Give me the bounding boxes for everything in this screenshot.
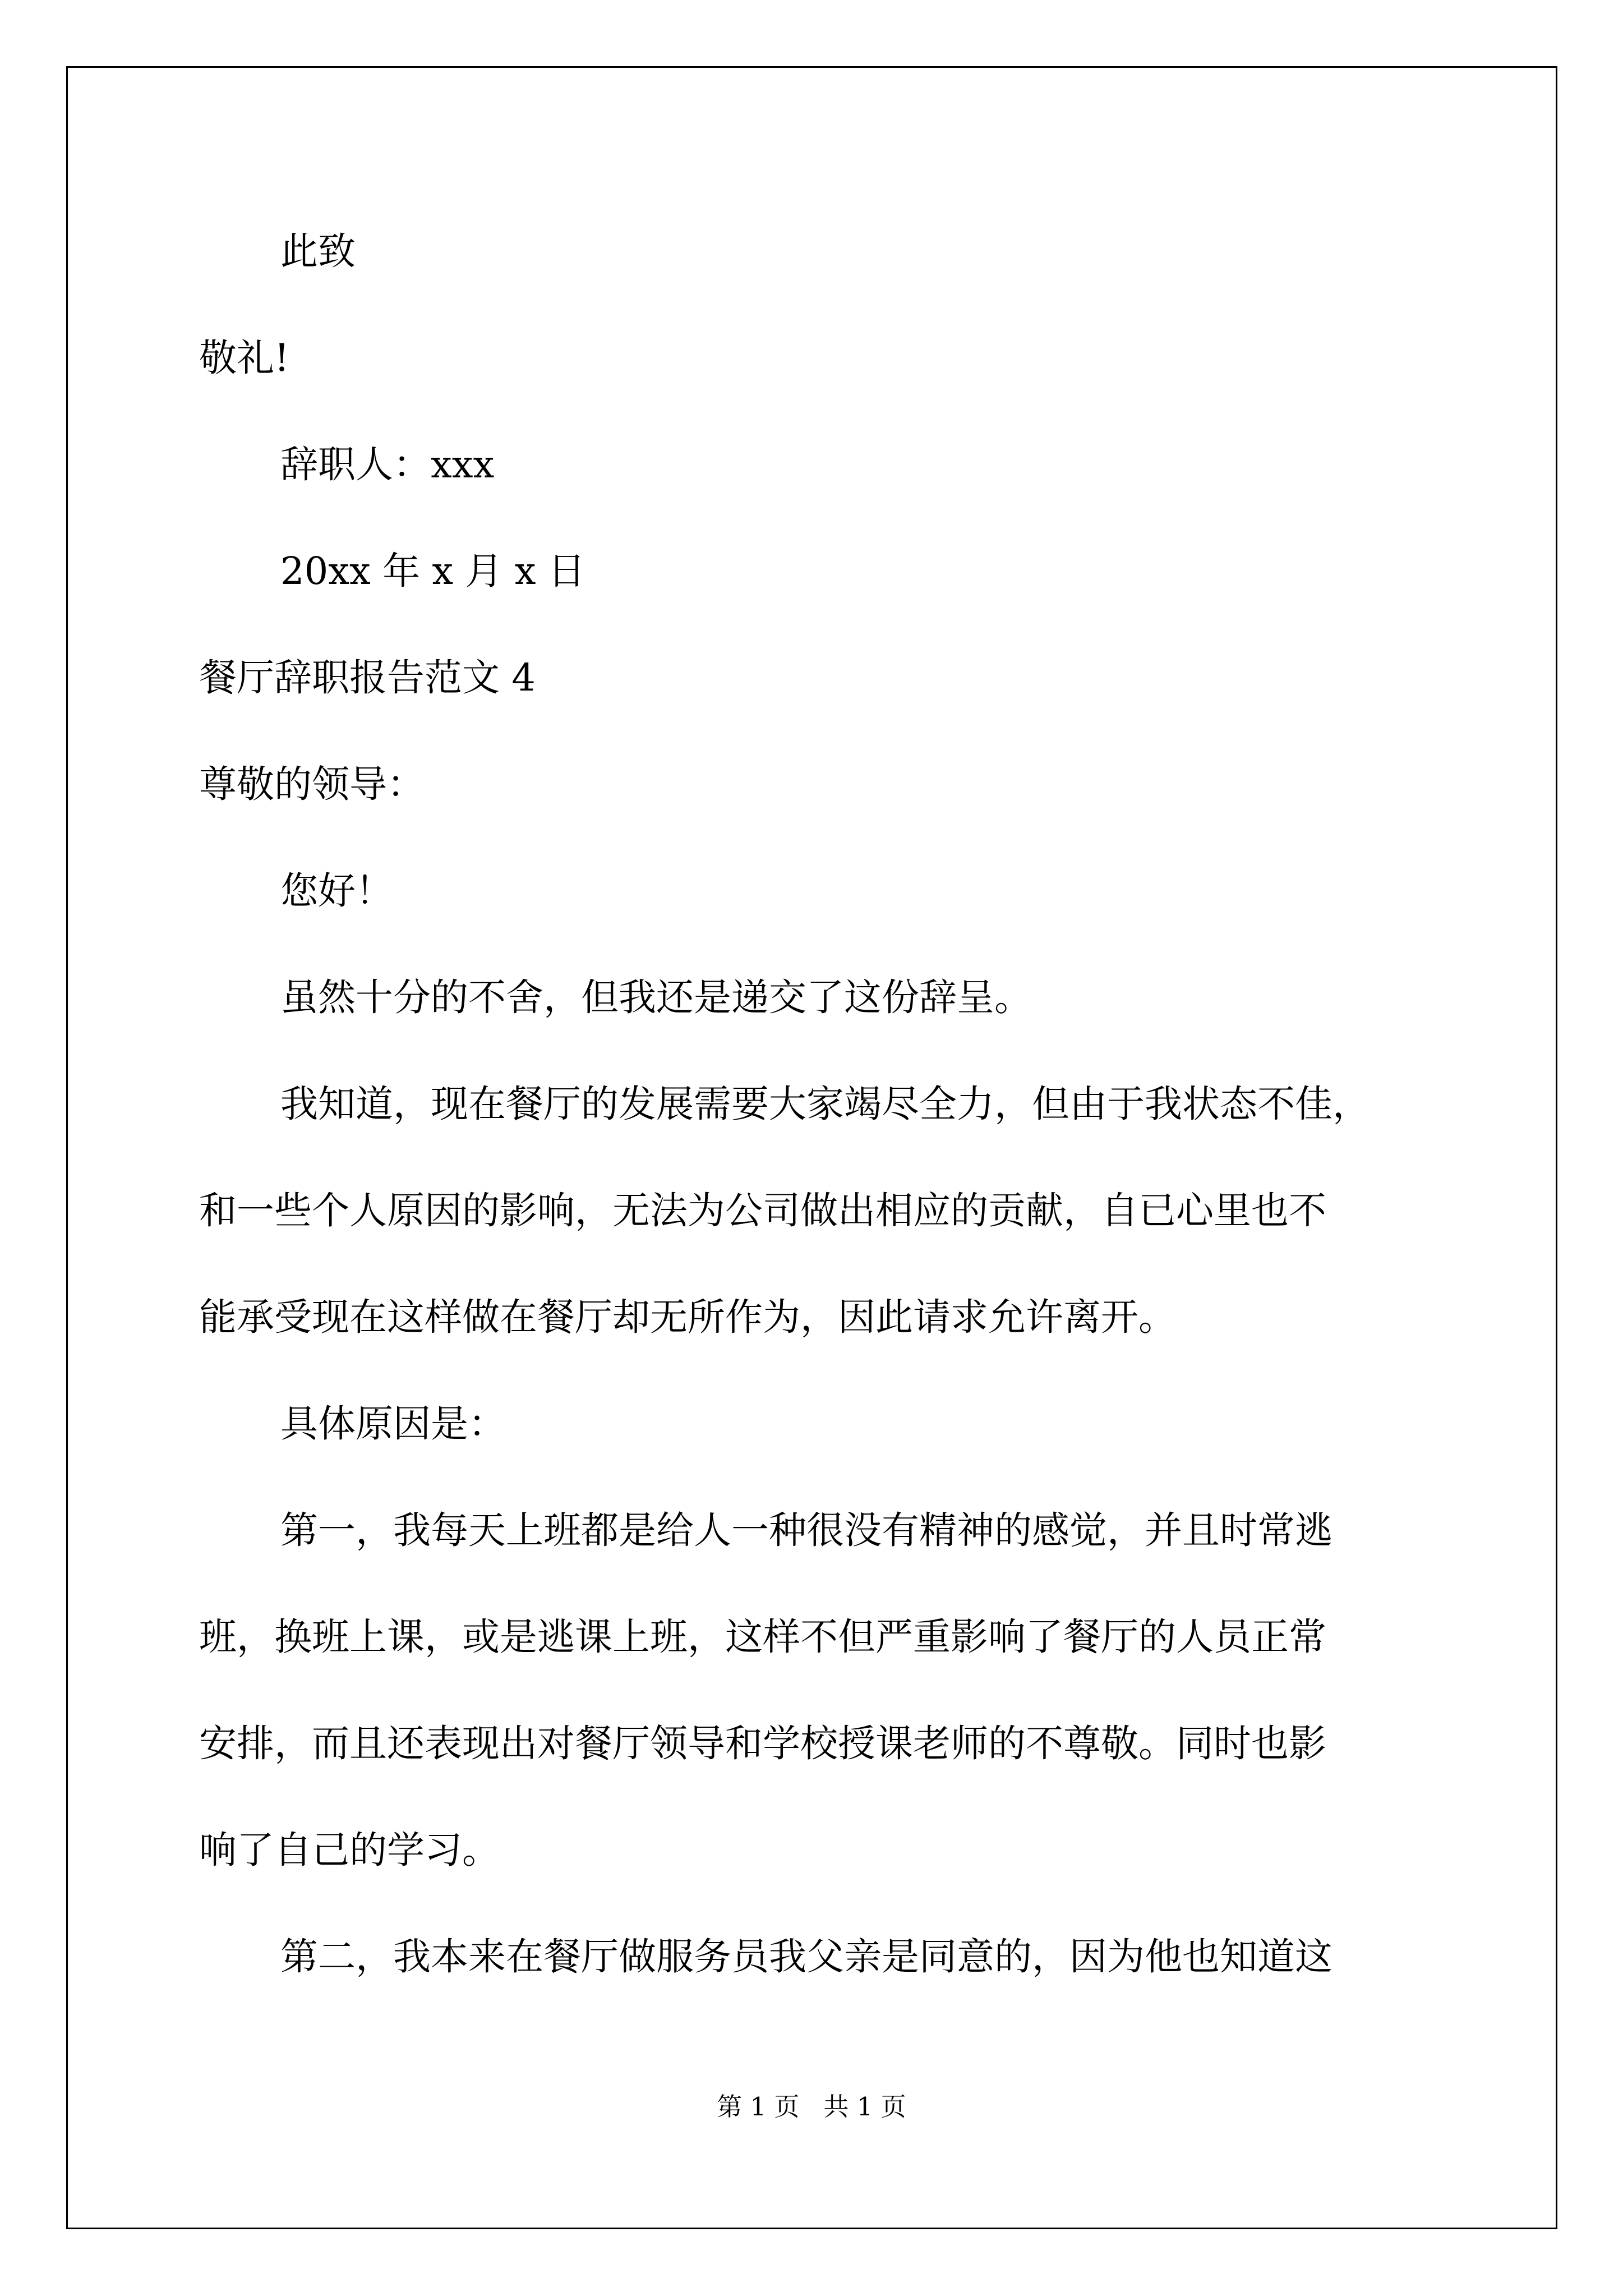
body-paragraph-1: 虽然十分的不舍，但我还是递交了这份辞呈。 bbox=[280, 976, 1032, 1019]
page-number-footer: 第 1 页 共 1 页 bbox=[717, 2092, 906, 2122]
reason-1-line-1: 第一，我每天上班都是给人一种很没有精神的感觉，并且时常逃 bbox=[280, 1508, 1332, 1552]
closing-salutation: 此致 bbox=[280, 229, 356, 273]
body-paragraph-2-line-2: 和一些个人原因的影响，无法为公司做出相应的贡献，自已心里也不 bbox=[199, 1189, 1326, 1232]
hello-line: 您好！ bbox=[280, 869, 393, 913]
closing-regards: 敬礼! bbox=[199, 336, 289, 380]
date-line: 20xx 年 x 月 x 日 bbox=[280, 549, 585, 593]
reason-1-line-3: 安排，而且还表现出对餐厅领导和学校授课老师的不尊敬。同时也影 bbox=[199, 1722, 1326, 1765]
body-paragraph-2-line-3: 能承受现在这样做在餐厅却无所作为，因此请求允许离开。 bbox=[199, 1295, 1176, 1339]
section-title: 餐厅辞职报告范文 4 bbox=[199, 656, 536, 700]
body-paragraph-2-line-1: 我知道，现在餐厅的发展需要大家竭尽全力，但由于我状态不佳， bbox=[280, 1082, 1370, 1126]
greeting: 尊敬的领导： bbox=[199, 762, 425, 806]
reason-1-line-4: 响了自己的学习。 bbox=[199, 1828, 500, 1872]
signature-line: 辞职人：xxx bbox=[280, 443, 495, 486]
reason-2-line-1: 第二，我本来在餐厅做服务员我父亲是同意的，因为他也知道这 bbox=[280, 1935, 1332, 1978]
reason-1-line-2: 班，换班上课，或是逃课上班，这样不但严重影响了餐厅的人员正常 bbox=[199, 1615, 1326, 1659]
reasons-heading: 具体原因是： bbox=[280, 1402, 506, 1446]
page-border bbox=[66, 66, 1557, 2229]
